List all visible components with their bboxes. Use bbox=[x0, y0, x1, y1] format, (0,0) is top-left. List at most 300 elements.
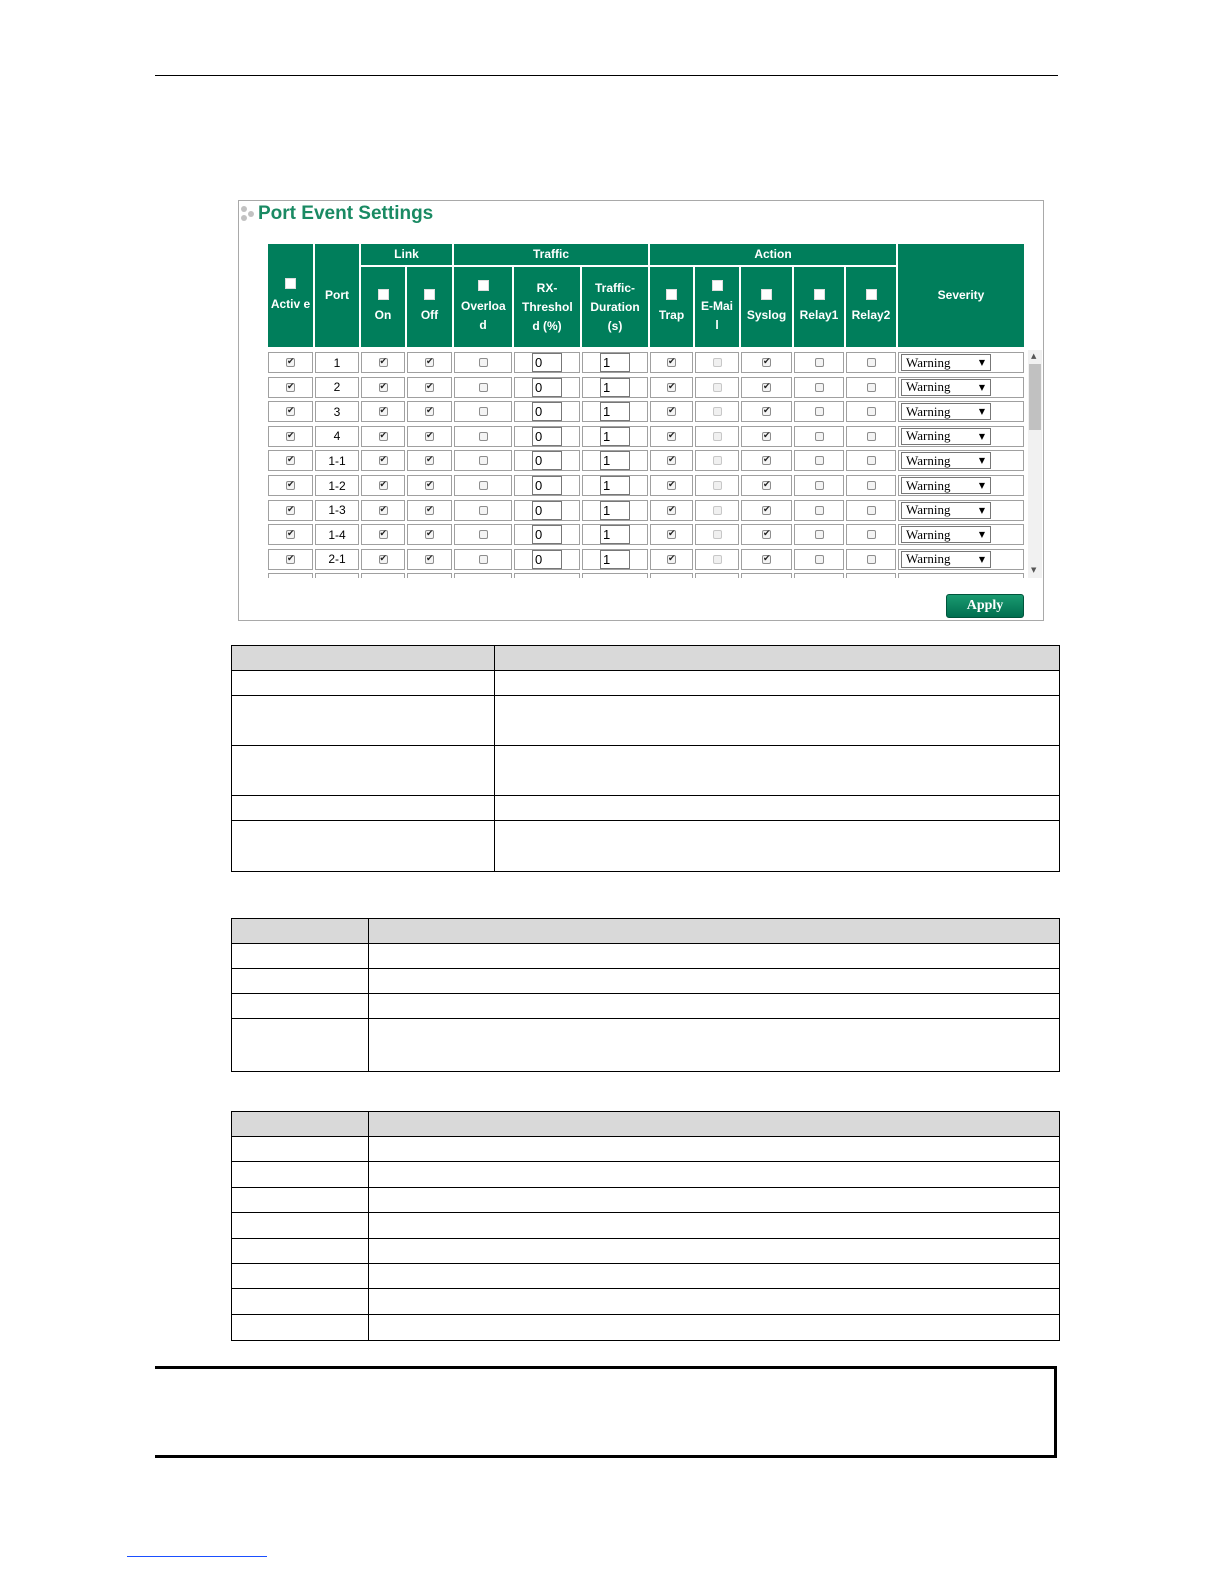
row-trap-cell bbox=[650, 549, 693, 570]
row-link-off-cell-partial bbox=[407, 573, 452, 578]
trap-checkbox[interactable] bbox=[667, 407, 676, 416]
select-all-relay2-checkbox[interactable] bbox=[866, 289, 877, 300]
row-severity-cell bbox=[898, 475, 1024, 496]
row-overload-cell bbox=[454, 500, 512, 521]
row-severity-cell bbox=[898, 401, 1024, 422]
row-link-off-cell bbox=[407, 401, 452, 422]
row-duration-cell bbox=[582, 475, 648, 496]
severity-value: Warning bbox=[906, 526, 951, 542]
link-off-checkbox[interactable] bbox=[425, 432, 434, 441]
row-duration-cell bbox=[582, 377, 648, 398]
row-trap-cell bbox=[650, 426, 693, 447]
email-checkbox bbox=[713, 555, 722, 564]
link-on-checkbox[interactable] bbox=[379, 358, 388, 367]
row-overload-cell bbox=[454, 475, 512, 496]
active-checkbox[interactable] bbox=[286, 555, 295, 564]
row-syslog-cell bbox=[741, 500, 792, 521]
row-relay1-cell-partial bbox=[794, 573, 844, 578]
row-rx-cell bbox=[514, 450, 580, 471]
row-relay1-cell bbox=[794, 524, 844, 545]
panel-title: Port Event Settings bbox=[258, 203, 434, 224]
rx-threshold-input[interactable]: 0 bbox=[532, 525, 562, 544]
trap-checkbox[interactable] bbox=[667, 358, 676, 367]
row-syslog-cell-partial bbox=[741, 573, 792, 578]
row-active-cell bbox=[268, 549, 313, 570]
row-syslog-cell bbox=[741, 377, 792, 398]
row-severity-cell bbox=[898, 500, 1024, 521]
row-duration-cell bbox=[582, 450, 648, 471]
port-label: 4 bbox=[333, 429, 341, 444]
row-trap-cell bbox=[650, 401, 693, 422]
scrollbar-thumb[interactable] bbox=[1029, 364, 1041, 430]
row-trap-cell bbox=[650, 377, 693, 398]
table-row bbox=[232, 746, 1059, 796]
select-all-syslog-checkbox[interactable] bbox=[761, 289, 772, 300]
doc-table-2 bbox=[231, 918, 1060, 1072]
header-traffic-duration: Traffic- Duration (s) bbox=[582, 267, 648, 347]
table-row bbox=[232, 969, 1059, 994]
doc-table-1 bbox=[231, 645, 1060, 872]
severity-select[interactable] bbox=[901, 428, 991, 445]
row-port-cell bbox=[315, 401, 359, 422]
syslog-checkbox[interactable] bbox=[762, 432, 771, 441]
row-email-cell bbox=[695, 450, 739, 471]
link-off-checkbox[interactable] bbox=[425, 506, 434, 515]
row-duration-cell bbox=[582, 549, 648, 570]
scroll-down-icon[interactable]: ▼ bbox=[1031, 566, 1037, 574]
severity-select[interactable] bbox=[901, 502, 991, 519]
row-email-cell bbox=[695, 426, 739, 447]
severity-value: Warning bbox=[906, 379, 951, 395]
row-port-cell-partial bbox=[315, 573, 359, 578]
header-relay2: Relay2 bbox=[846, 267, 896, 347]
row-overload-cell bbox=[454, 524, 512, 545]
overload-checkbox[interactable] bbox=[479, 481, 488, 490]
traffic-duration-input[interactable]: 1 bbox=[600, 378, 630, 397]
severity-select[interactable] bbox=[901, 477, 991, 494]
table-row bbox=[232, 944, 1059, 969]
traffic-duration-input[interactable]: 1 bbox=[600, 525, 630, 544]
email-checkbox bbox=[713, 383, 722, 392]
column-divider bbox=[368, 919, 369, 1071]
row-port-cell bbox=[315, 450, 359, 471]
row-link-on-cell bbox=[361, 524, 405, 545]
row-overload-cell bbox=[454, 352, 512, 373]
row-active-cell bbox=[268, 450, 313, 471]
row-active-cell-partial bbox=[268, 573, 313, 578]
relay2-checkbox[interactable] bbox=[867, 555, 876, 564]
active-checkbox[interactable] bbox=[286, 506, 295, 515]
relay2-checkbox[interactable] bbox=[867, 456, 876, 465]
row-email-cell bbox=[695, 352, 739, 373]
row-link-on-cell bbox=[361, 352, 405, 373]
row-email-cell bbox=[695, 401, 739, 422]
overload-checkbox[interactable] bbox=[479, 456, 488, 465]
row-link-on-cell bbox=[361, 401, 405, 422]
traffic-duration-input[interactable]: 1 bbox=[600, 550, 630, 569]
row-rx-cell bbox=[514, 500, 580, 521]
syslog-checkbox[interactable] bbox=[762, 481, 771, 490]
select-all-relay1-checkbox[interactable] bbox=[814, 289, 825, 300]
header-trap: Trap bbox=[650, 267, 693, 347]
footer-link[interactable] bbox=[127, 1556, 267, 1557]
relay1-checkbox[interactable] bbox=[815, 407, 824, 416]
port-label: 1-2 bbox=[328, 478, 346, 493]
row-port-cell bbox=[315, 377, 359, 398]
table-row bbox=[232, 796, 1059, 821]
traffic-duration-input[interactable]: 1 bbox=[600, 476, 630, 495]
link-on-checkbox[interactable] bbox=[379, 383, 388, 392]
overload-checkbox[interactable] bbox=[479, 530, 488, 539]
link-on-checkbox[interactable] bbox=[379, 432, 388, 441]
table-header-row bbox=[232, 1112, 1059, 1137]
overload-checkbox[interactable] bbox=[479, 506, 488, 515]
table-row bbox=[232, 671, 1059, 696]
row-relay2-cell bbox=[846, 401, 896, 422]
severity-value: Warning bbox=[906, 403, 951, 419]
table-header-row bbox=[232, 646, 1059, 671]
relay2-checkbox[interactable] bbox=[867, 383, 876, 392]
row-link-on-cell bbox=[361, 475, 405, 496]
relay1-checkbox[interactable] bbox=[815, 530, 824, 539]
active-checkbox[interactable] bbox=[286, 432, 295, 441]
row-link-off-cell bbox=[407, 475, 452, 496]
row-severity-cell bbox=[898, 377, 1024, 398]
row-relay2-cell-partial bbox=[846, 573, 896, 578]
dropdown-arrow-icon: ▼ bbox=[978, 431, 985, 441]
rx-threshold-input[interactable]: 0 bbox=[532, 378, 562, 397]
row-severity-cell bbox=[898, 450, 1024, 471]
row-relay1-cell bbox=[794, 450, 844, 471]
link-off-checkbox[interactable] bbox=[425, 555, 434, 564]
trap-checkbox[interactable] bbox=[667, 506, 676, 515]
trap-checkbox[interactable] bbox=[667, 530, 676, 539]
row-syslog-cell bbox=[741, 426, 792, 447]
table-row bbox=[232, 1213, 1059, 1239]
row-syslog-cell bbox=[741, 450, 792, 471]
severity-select[interactable] bbox=[901, 526, 991, 543]
row-relay1-cell bbox=[794, 401, 844, 422]
row-trap-cell bbox=[650, 475, 693, 496]
row-relay2-cell bbox=[846, 426, 896, 447]
select-all-active-checkbox[interactable] bbox=[285, 278, 296, 289]
header-active: Activ e bbox=[268, 244, 313, 347]
row-duration-cell bbox=[582, 352, 648, 373]
row-link-off-cell bbox=[407, 352, 452, 373]
row-active-cell bbox=[268, 352, 313, 373]
rx-threshold-input[interactable]: 0 bbox=[532, 476, 562, 495]
row-relay1-cell bbox=[794, 377, 844, 398]
row-syslog-cell bbox=[741, 475, 792, 496]
header-link-on: On bbox=[361, 267, 405, 347]
port-label: 1-3 bbox=[328, 503, 346, 518]
overload-checkbox[interactable] bbox=[479, 358, 488, 367]
row-active-cell bbox=[268, 401, 313, 422]
row-port-cell bbox=[315, 500, 359, 521]
traffic-duration-input[interactable]: 1 bbox=[600, 353, 630, 372]
row-link-on-cell bbox=[361, 549, 405, 570]
severity-select[interactable] bbox=[901, 452, 991, 469]
relay1-checkbox[interactable] bbox=[815, 358, 824, 367]
link-on-checkbox[interactable] bbox=[379, 506, 388, 515]
row-rx-cell bbox=[514, 377, 580, 398]
row-relay2-cell bbox=[846, 352, 896, 373]
row-overload-cell-partial bbox=[454, 573, 512, 578]
syslog-checkbox[interactable] bbox=[762, 358, 771, 367]
port-label: 2-1 bbox=[328, 552, 346, 567]
row-relay1-cell bbox=[794, 500, 844, 521]
row-relay2-cell bbox=[846, 524, 896, 545]
traffic-duration-input[interactable]: 1 bbox=[600, 427, 630, 446]
dropdown-arrow-icon: ▼ bbox=[978, 382, 985, 392]
relay1-checkbox[interactable] bbox=[815, 555, 824, 564]
link-off-checkbox[interactable] bbox=[425, 481, 434, 490]
overload-checkbox[interactable] bbox=[479, 407, 488, 416]
row-trap-cell bbox=[650, 352, 693, 373]
row-active-cell bbox=[268, 500, 313, 521]
relay2-checkbox[interactable] bbox=[867, 407, 876, 416]
syslog-checkbox[interactable] bbox=[762, 555, 771, 564]
row-relay1-cell bbox=[794, 475, 844, 496]
link-off-checkbox[interactable] bbox=[425, 358, 434, 367]
header-relay1: Relay1 bbox=[794, 267, 844, 347]
table-row bbox=[232, 1137, 1059, 1162]
row-overload-cell bbox=[454, 377, 512, 398]
row-trap-cell bbox=[650, 524, 693, 545]
link-on-checkbox[interactable] bbox=[379, 481, 388, 490]
select-all-overload-checkbox[interactable] bbox=[478, 280, 489, 291]
settings-table-body bbox=[268, 350, 1024, 578]
row-email-cell bbox=[695, 475, 739, 496]
row-link-on-cell bbox=[361, 450, 405, 471]
active-checkbox[interactable] bbox=[286, 456, 295, 465]
severity-value: Warning bbox=[906, 477, 951, 493]
rx-threshold-input[interactable]: 0 bbox=[532, 427, 562, 446]
dropdown-arrow-icon: ▼ bbox=[978, 407, 985, 417]
row-link-off-cell bbox=[407, 500, 452, 521]
rx-threshold-input[interactable]: 0 bbox=[532, 550, 562, 569]
row-link-on-cell bbox=[361, 426, 405, 447]
traffic-duration-input[interactable]: 1 bbox=[600, 501, 630, 520]
overload-checkbox[interactable] bbox=[479, 383, 488, 392]
syslog-checkbox[interactable] bbox=[762, 456, 771, 465]
row-email-cell bbox=[695, 524, 739, 545]
dropdown-arrow-icon: ▼ bbox=[978, 358, 985, 367]
row-duration-cell bbox=[582, 401, 648, 422]
row-rx-cell bbox=[514, 549, 580, 570]
row-relay2-cell bbox=[846, 475, 896, 496]
column-divider bbox=[368, 1112, 369, 1340]
port-label: 2 bbox=[333, 380, 341, 395]
header-rx-threshold: RX- Threshol d (%) bbox=[514, 267, 580, 347]
row-severity-cell bbox=[898, 352, 1024, 373]
doc-table-3 bbox=[231, 1111, 1060, 1341]
header-action: Action bbox=[650, 244, 896, 265]
row-rx-cell bbox=[514, 426, 580, 447]
row-link-on-cell bbox=[361, 500, 405, 521]
active-checkbox[interactable] bbox=[286, 358, 295, 367]
header-link: Link bbox=[361, 244, 452, 265]
select-all-link-on-checkbox[interactable] bbox=[378, 289, 389, 300]
row-link-off-cell bbox=[407, 426, 452, 447]
link-off-checkbox[interactable] bbox=[425, 407, 434, 416]
table-row bbox=[232, 1289, 1059, 1315]
relay2-checkbox[interactable] bbox=[867, 432, 876, 441]
row-trap-cell bbox=[650, 500, 693, 521]
row-email-cell-partial bbox=[695, 573, 739, 578]
port-label: 1-1 bbox=[328, 453, 346, 468]
email-checkbox bbox=[713, 456, 722, 465]
trap-checkbox[interactable] bbox=[667, 481, 676, 490]
traffic-duration-input[interactable]: 1 bbox=[600, 451, 630, 470]
row-email-cell bbox=[695, 500, 739, 521]
trap-checkbox[interactable] bbox=[667, 432, 676, 441]
relay1-checkbox[interactable] bbox=[815, 383, 824, 392]
link-off-checkbox[interactable] bbox=[425, 530, 434, 539]
severity-select[interactable] bbox=[901, 354, 991, 371]
header-email: E-Mai l bbox=[695, 267, 739, 347]
email-checkbox bbox=[713, 481, 722, 490]
table-row bbox=[232, 696, 1059, 746]
overload-checkbox[interactable] bbox=[479, 432, 488, 441]
settings-table-header bbox=[268, 244, 1024, 347]
syslog-checkbox[interactable] bbox=[762, 530, 771, 539]
relay2-checkbox[interactable] bbox=[867, 530, 876, 539]
relay2-checkbox[interactable] bbox=[867, 481, 876, 490]
row-relay1-cell bbox=[794, 549, 844, 570]
apply-button[interactable]: Apply bbox=[946, 594, 1024, 618]
severity-value: Warning bbox=[906, 502, 951, 518]
row-rx-cell bbox=[514, 524, 580, 545]
row-relay2-cell bbox=[846, 500, 896, 521]
severity-value: Warning bbox=[906, 354, 951, 370]
row-duration-cell bbox=[582, 500, 648, 521]
row-relay2-cell bbox=[846, 450, 896, 471]
severity-value: Warning bbox=[906, 428, 951, 444]
table-row bbox=[232, 1188, 1059, 1213]
row-relay1-cell bbox=[794, 352, 844, 373]
relay1-checkbox[interactable] bbox=[815, 506, 824, 515]
row-rx-cell bbox=[514, 352, 580, 373]
row-rx-cell-partial bbox=[514, 573, 580, 578]
row-link-off-cell bbox=[407, 450, 452, 471]
row-overload-cell bbox=[454, 401, 512, 422]
row-trap-cell-partial bbox=[650, 573, 693, 578]
syslog-checkbox[interactable] bbox=[762, 506, 771, 515]
relay2-checkbox[interactable] bbox=[867, 358, 876, 367]
header-port: Port bbox=[315, 244, 359, 347]
active-checkbox[interactable] bbox=[286, 481, 295, 490]
header-overload: Overloa d bbox=[454, 267, 512, 347]
row-trap-cell bbox=[650, 450, 693, 471]
select-all-trap-checkbox[interactable] bbox=[666, 289, 677, 300]
row-overload-cell bbox=[454, 450, 512, 471]
severity-select[interactable] bbox=[901, 379, 991, 396]
rx-threshold-input[interactable]: 0 bbox=[532, 353, 562, 372]
row-link-on-cell bbox=[361, 377, 405, 398]
rx-threshold-input[interactable]: 0 bbox=[532, 451, 562, 470]
row-active-cell bbox=[268, 426, 313, 447]
row-port-cell bbox=[315, 524, 359, 545]
row-link-off-cell bbox=[407, 524, 452, 545]
row-port-cell bbox=[315, 475, 359, 496]
link-on-checkbox[interactable] bbox=[379, 530, 388, 539]
overload-checkbox[interactable] bbox=[479, 555, 488, 564]
trap-checkbox[interactable] bbox=[667, 456, 676, 465]
dropdown-arrow-icon: ▼ bbox=[978, 554, 985, 564]
port-label: 1 bbox=[333, 355, 341, 370]
email-checkbox bbox=[713, 358, 722, 367]
rx-threshold-input[interactable]: 0 bbox=[532, 501, 562, 520]
relay1-checkbox[interactable] bbox=[815, 481, 824, 490]
link-on-checkbox[interactable] bbox=[379, 555, 388, 564]
email-checkbox bbox=[713, 407, 722, 416]
severity-select[interactable] bbox=[901, 551, 991, 568]
trap-checkbox[interactable] bbox=[667, 383, 676, 392]
row-syslog-cell bbox=[741, 352, 792, 373]
row-severity-cell bbox=[898, 426, 1024, 447]
row-active-cell bbox=[268, 475, 313, 496]
column-divider bbox=[494, 646, 495, 871]
select-all-link-off-checkbox[interactable] bbox=[424, 289, 435, 300]
link-off-checkbox[interactable] bbox=[425, 456, 434, 465]
syslog-checkbox[interactable] bbox=[762, 407, 771, 416]
relay2-checkbox[interactable] bbox=[867, 506, 876, 515]
email-checkbox bbox=[713, 506, 722, 515]
rx-threshold-input[interactable]: 0 bbox=[532, 402, 562, 421]
row-syslog-cell bbox=[741, 401, 792, 422]
select-all-email-checkbox[interactable] bbox=[712, 280, 723, 291]
email-checkbox bbox=[713, 432, 722, 441]
dropdown-arrow-icon: ▼ bbox=[978, 505, 985, 515]
table-row bbox=[232, 1264, 1059, 1289]
table-header-row bbox=[232, 919, 1059, 944]
link-off-checkbox[interactable] bbox=[425, 383, 434, 392]
row-port-cell bbox=[315, 549, 359, 570]
email-checkbox bbox=[713, 530, 722, 539]
active-checkbox[interactable] bbox=[286, 383, 295, 392]
link-on-checkbox[interactable] bbox=[379, 456, 388, 465]
severity-select[interactable] bbox=[901, 403, 991, 420]
row-link-off-cell bbox=[407, 377, 452, 398]
trap-checkbox[interactable] bbox=[667, 555, 676, 564]
row-active-cell bbox=[268, 524, 313, 545]
dropdown-arrow-icon: ▼ bbox=[978, 481, 985, 490]
row-active-cell bbox=[268, 377, 313, 398]
row-overload-cell bbox=[454, 426, 512, 447]
title-bullet-icon bbox=[241, 215, 247, 221]
dropdown-arrow-icon: ▼ bbox=[978, 456, 985, 466]
table-row bbox=[232, 1239, 1059, 1264]
row-rx-cell bbox=[514, 401, 580, 422]
row-rx-cell bbox=[514, 475, 580, 496]
title-bullet-icon bbox=[241, 206, 247, 212]
row-email-cell bbox=[695, 377, 739, 398]
row-syslog-cell bbox=[741, 549, 792, 570]
traffic-duration-input[interactable]: 1 bbox=[600, 402, 630, 421]
row-duration-cell-partial bbox=[582, 573, 648, 578]
relay1-checkbox[interactable] bbox=[815, 456, 824, 465]
active-checkbox[interactable] bbox=[286, 530, 295, 539]
row-link-on-cell-partial bbox=[361, 573, 405, 578]
header-syslog: Syslog bbox=[741, 267, 792, 347]
active-checkbox[interactable] bbox=[286, 407, 295, 416]
scroll-up-icon[interactable]: ▲ bbox=[1031, 352, 1037, 360]
link-on-checkbox[interactable] bbox=[379, 407, 388, 416]
note-box bbox=[155, 1366, 1057, 1458]
syslog-checkbox[interactable] bbox=[762, 383, 771, 392]
relay1-checkbox[interactable] bbox=[815, 432, 824, 441]
